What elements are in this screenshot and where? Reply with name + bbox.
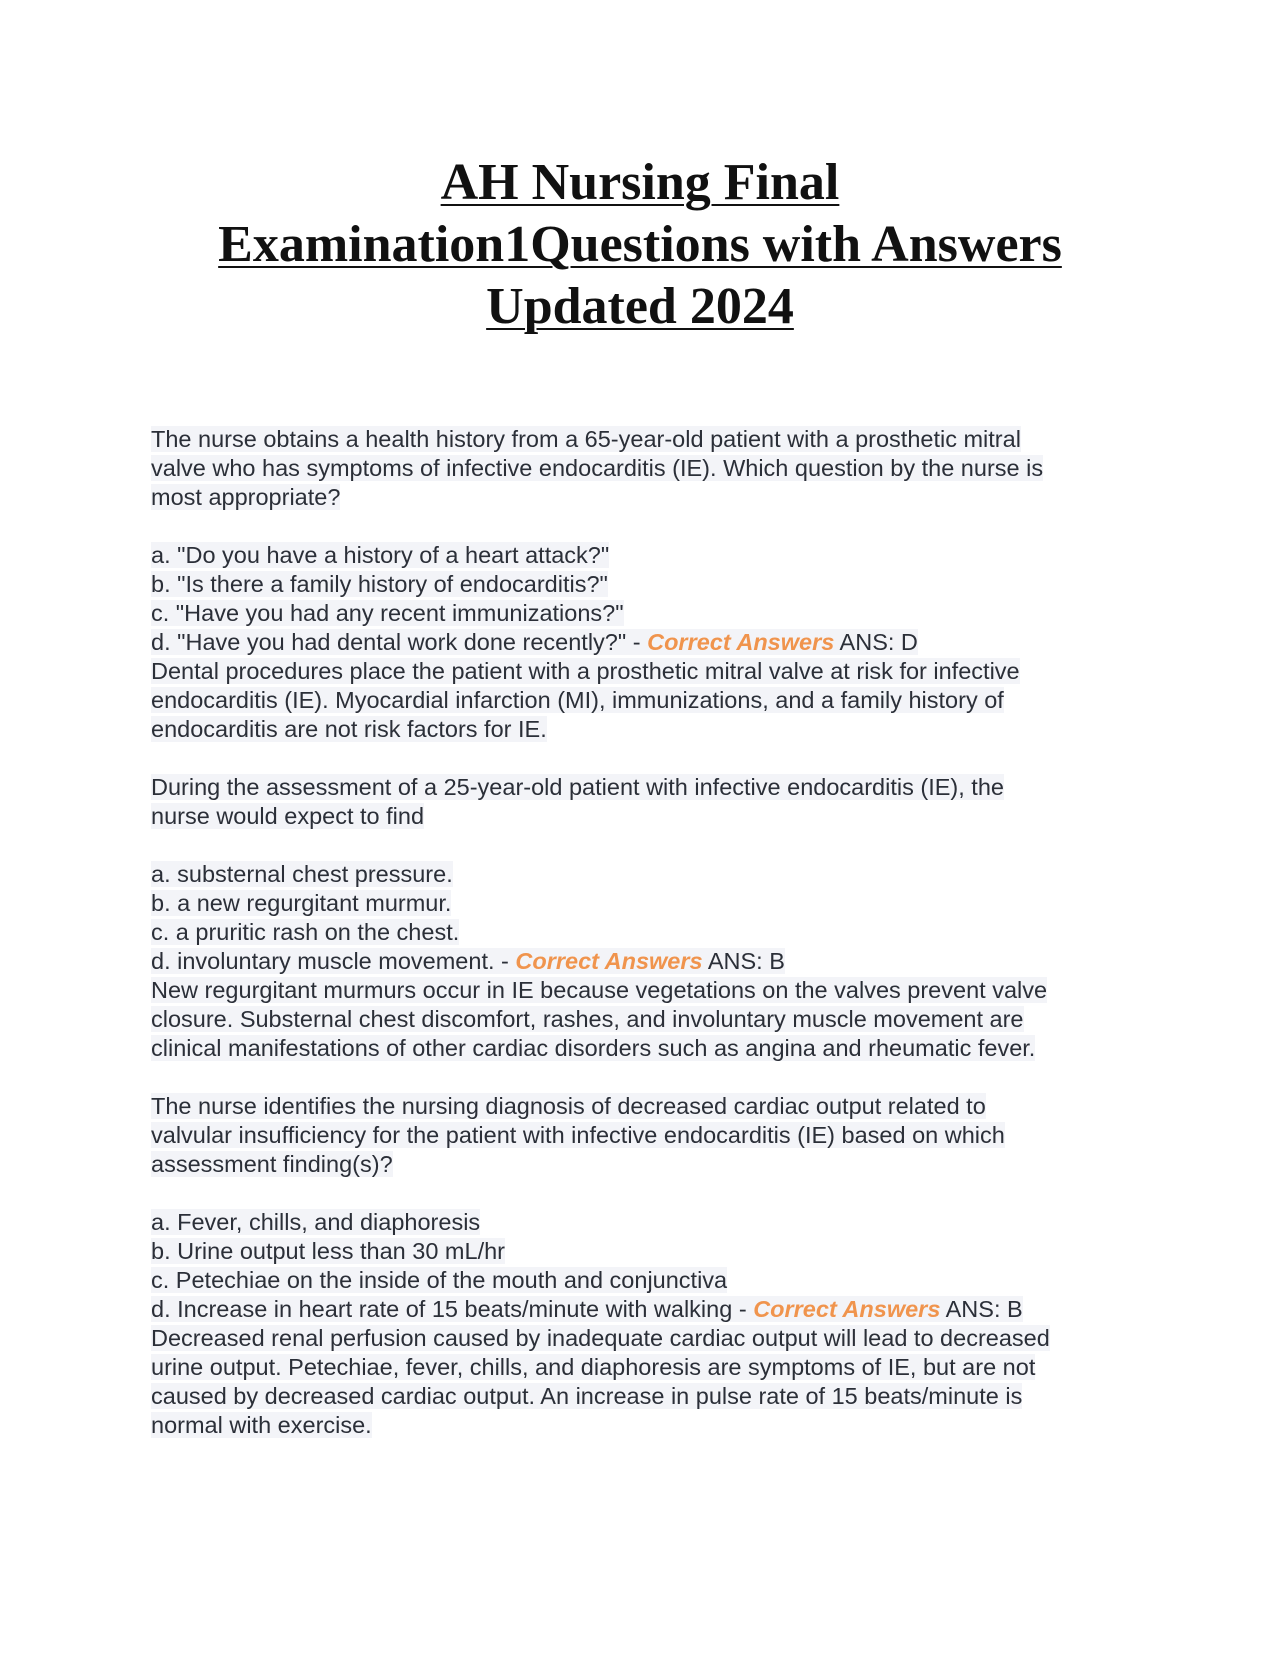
spacer xyxy=(151,1179,1131,1208)
question-block-2 xyxy=(151,773,1131,1063)
question-stem-line: During the assessment of a 25-year-old patient with infective endocarditis (IE), the xyxy=(151,774,1004,800)
answer-option: b. Urine output less than 30 mL/hr xyxy=(151,1238,506,1264)
rationale-line: closure. Substernal chest discomfort, rashes, and involuntary muscle movement are xyxy=(151,1006,1024,1032)
title-line-2: Examination1Questions with Answers xyxy=(218,216,1062,273)
question-stem-line: assessment finding(s)? xyxy=(151,1151,393,1177)
title-line-3: Updated 2024 xyxy=(486,278,794,335)
answer-key: ANS: B xyxy=(702,948,785,974)
question-stem-line: The nurse obtains a health history from a 65-year-old patient with a prosthetic mitral xyxy=(151,426,1021,452)
question-block-3 xyxy=(151,1092,1131,1440)
answer-option: b. "Is there a family history of endocarditis?" xyxy=(151,571,608,597)
rationale-line: caused by decreased cardiac output. An increase in pulse rate of 15 beats/minute is xyxy=(151,1383,1023,1409)
title-line-1: AH Nursing Final xyxy=(440,154,840,211)
spacer xyxy=(151,1063,1131,1092)
answer-key: ANS: D xyxy=(834,629,918,655)
question-block-1 xyxy=(151,425,1131,744)
question-stem-line: nurse would expect to find xyxy=(151,803,425,829)
answer-option-with-answer: d. involuntary muscle movement. - Correct Answers ANS: B xyxy=(151,948,785,974)
spacer xyxy=(151,831,1131,860)
answer-option-with-answer: d. "Have you had dental work done recently?" - Correct Answers ANS: D xyxy=(151,629,918,655)
answer-option: c. Petechiae on the inside of the mouth and conjunctiva xyxy=(151,1267,728,1293)
question-stem-line: valve who has symptoms of infective endocarditis (IE). Which question by the nurse is xyxy=(151,455,1044,481)
rationale-line: urine output. Petechiae, fever, chills, and diaphoresis are symptoms of IE, but are not xyxy=(151,1354,1036,1380)
rationale-line: endocarditis are not risk factors for IE. xyxy=(151,716,547,742)
rationale-line: New regurgitant murmurs occur in IE because vegetations on the valves prevent valve xyxy=(151,977,1048,1003)
answer-key: ANS: B xyxy=(940,1296,1023,1322)
rationale-line: endocarditis (IE). Myocardial infarction (MI), immunizations, and a family history of xyxy=(151,687,1004,713)
question-stem-line: most appropriate? xyxy=(151,484,341,510)
spacer xyxy=(151,512,1131,541)
correct-answers-label: Correct Answers xyxy=(753,1296,941,1322)
rationale-line: normal with exercise. xyxy=(151,1412,372,1438)
correct-answers-label: Correct Answers xyxy=(647,629,835,655)
answer-option: c. "Have you had any recent immunizations?" xyxy=(151,600,624,626)
rationale-line: clinical manifestations of other cardiac disorders such as angina and rheumatic fever. xyxy=(151,1035,1036,1061)
answer-option: c. a pruritic rash on the chest. xyxy=(151,919,460,945)
question-stem-line: The nurse identifies the nursing diagnosis of decreased cardiac output related to xyxy=(151,1093,986,1119)
answer-option-with-answer: d. Increase in heart rate of 15 beats/minute with walking - Correct Answers ANS: B xyxy=(151,1296,1023,1322)
rationale-line: Decreased renal perfusion caused by inadequate cardiac output will lead to decreased xyxy=(151,1325,1050,1351)
answer-option: b. a new regurgitant murmur. xyxy=(151,890,452,916)
answer-option: a. "Do you have a history of a heart attack?" xyxy=(151,542,610,568)
document-title xyxy=(120,152,1160,338)
question-stem-line: valvular insufficiency for the patient with infective endocarditis (IE) based on which xyxy=(151,1122,1005,1148)
rationale-line: Dental procedures place the patient with a prosthetic mitral valve at risk for infective xyxy=(151,658,1020,684)
document-body xyxy=(151,425,1131,1440)
answer-option: a. Fever, chills, and diaphoresis xyxy=(151,1209,481,1235)
answer-option: a. substernal chest pressure. xyxy=(151,861,453,887)
correct-answers-label: Correct Answers xyxy=(515,948,703,974)
spacer xyxy=(151,744,1131,773)
